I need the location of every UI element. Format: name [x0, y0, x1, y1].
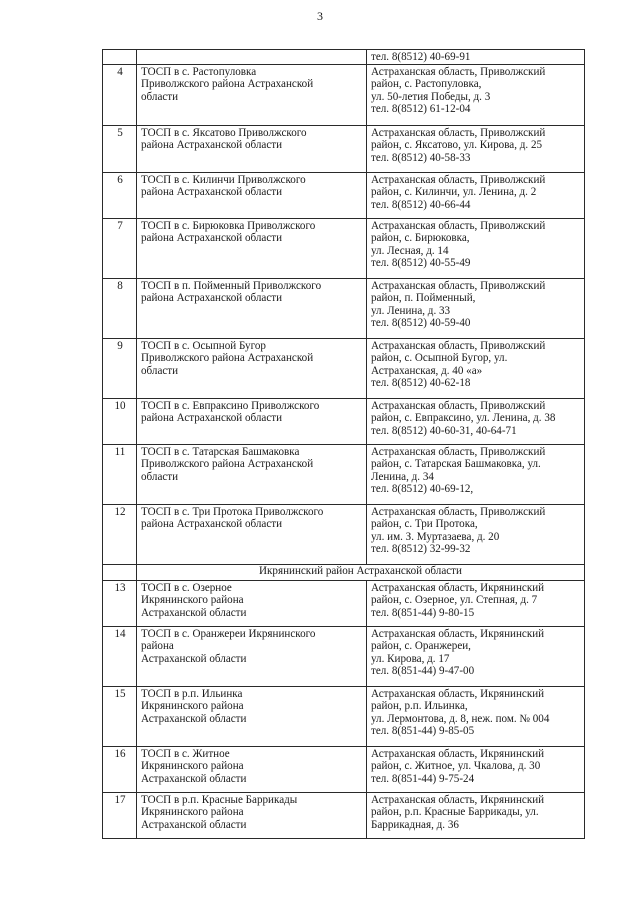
section-row: [103, 564, 585, 580]
office-address-line: Астраханская область, Икрянинский: [371, 747, 545, 760]
table-row: [103, 278, 585, 338]
row-number-cell: [103, 580, 137, 626]
office-address-line: Баррикадная, д. 36: [371, 818, 459, 831]
table-row: [103, 444, 585, 504]
office-address-cell: [367, 172, 585, 218]
office-address-line: ул. Кирова, д. 17: [371, 652, 450, 665]
row-number: 13: [114, 581, 126, 594]
office-address-line: Астраханская область, Приволжский: [371, 65, 546, 78]
row-number: 17: [114, 793, 126, 806]
row-number: 5: [117, 126, 123, 139]
office-address-cell: [367, 626, 585, 686]
office-name-line: Приволжского района Астраханской: [141, 78, 314, 90]
office-name-line: Астраханской области: [141, 652, 247, 665]
office-address-line: Астраханская область, Икрянинский: [371, 793, 545, 806]
office-address-line: Астраханская область, Приволжский: [371, 219, 546, 232]
row-number-cell: [103, 172, 137, 218]
office-name-line: области: [141, 364, 179, 377]
office-address-line: район, с. Яксатово, ул. Кирова, д. 25: [371, 139, 543, 151]
table-row: [103, 746, 585, 792]
table-body-privolzhsky: [103, 50, 585, 565]
office-address-cell: [367, 278, 585, 338]
office-name-cell: [137, 398, 367, 444]
row-number-cell: [103, 338, 137, 398]
office-name-line: ТОСП в р.п. Ильинка: [141, 687, 243, 700]
office-address-line: ул. 50-летия Победы, д. 3: [371, 90, 491, 103]
office-address-cell: [367, 444, 585, 504]
table-row: [103, 338, 585, 398]
row-number: 7: [117, 219, 123, 232]
office-name-cell: [137, 686, 367, 746]
office-address-line: район, с. Бирюковка,: [371, 232, 470, 244]
row-number: 14: [114, 627, 126, 640]
section-title-cell: [137, 564, 585, 580]
table-row: [103, 626, 585, 686]
office-address-line: тел. 8(8512) 40-69-91: [371, 51, 471, 63]
office-name-cell: [137, 64, 367, 125]
row-number-cell: [103, 50, 137, 65]
office-address-line: район, с. Растопуловка,: [371, 78, 482, 90]
office-name-line: ТОСП в с. Растопуловка: [141, 65, 257, 78]
row-number: 9: [117, 339, 123, 352]
table-row: [103, 398, 585, 444]
office-address-line: район, с. Оранжереи,: [371, 640, 471, 652]
office-name-line: Икрянинского района: [141, 806, 244, 818]
office-name-line: Астраханской области: [141, 606, 247, 619]
office-address-line: Астраханская область, Икрянинский: [371, 581, 545, 594]
office-address-cell: [367, 125, 585, 172]
office-name-cell: [137, 172, 367, 218]
office-name-line: Астраханской области: [141, 772, 247, 785]
office-name-cell: [137, 125, 367, 172]
row-number-cell: [103, 125, 137, 172]
row-number-cell: [103, 218, 137, 278]
office-address-line: ул. Ленина, д. 33: [371, 304, 451, 317]
section-empty-cell: [103, 564, 137, 580]
table-row: [103, 580, 585, 626]
row-number-cell: [103, 686, 137, 746]
office-address-line: тел. 8(851-44) 9-85-05: [371, 725, 475, 737]
table-row: [103, 218, 585, 278]
office-name-line: ТОСП в с. Евпраксино Приволжского: [141, 399, 320, 412]
office-name-line: ТОСП в р.п. Красные Баррикады: [141, 793, 298, 806]
office-address-cell: [367, 218, 585, 278]
office-name-line: ТОСП в с. Озерное: [141, 581, 232, 594]
row-number-cell: [103, 444, 137, 504]
office-address-line: Астраханская область, Приволжский: [371, 279, 546, 292]
row-number-cell: [103, 746, 137, 792]
office-name-cell: [137, 792, 367, 838]
office-name-line: района Астраханской области: [141, 139, 283, 151]
table-row: [103, 504, 585, 564]
table-row: [103, 64, 585, 125]
office-name-line: ТОСП в с. Житное: [141, 747, 230, 760]
office-address-line: Ленина, д. 34: [371, 470, 434, 483]
office-address-line: тел. 8(8512) 40-59-40: [371, 317, 471, 329]
office-name-line: района: [141, 640, 174, 652]
row-number-cell: [103, 792, 137, 838]
table-section: [103, 564, 585, 580]
row-number: 8: [117, 279, 123, 292]
office-name-cell: [137, 626, 367, 686]
office-address-cell: [367, 398, 585, 444]
row-number: 12: [114, 505, 126, 518]
table-row: [103, 50, 585, 65]
table-row: [103, 686, 585, 746]
office-name-line: ТОСП в с. Осыпной Бугор: [141, 339, 266, 352]
office-address-line: Астраханская, д. 40 «а»: [371, 364, 483, 377]
office-name-line: Астраханской области: [141, 818, 247, 831]
table-row: [103, 125, 585, 172]
office-address-line: тел. 8(851-44) 9-47-00: [371, 665, 475, 677]
office-address-line: Астраханская область, Приволжский: [371, 505, 546, 518]
row-number: 11: [114, 445, 126, 458]
office-address-line: тел. 8(8512) 40-66-44: [371, 198, 471, 211]
office-name-line: Икрянинского района: [141, 700, 244, 712]
office-name-line: района Астраханской области: [141, 518, 283, 530]
row-number: 6: [117, 173, 123, 186]
row-number-cell: [103, 504, 137, 564]
office-address-cell: [367, 746, 585, 792]
row-number: 15: [114, 687, 126, 700]
office-name-cell: [137, 278, 367, 338]
office-name-cell: [137, 338, 367, 398]
office-address-line: Астраханская область, Приволжский: [371, 399, 546, 412]
office-address-cell: [367, 686, 585, 746]
office-address-line: район, с. Евпраксино, ул. Ленина, д. 38: [371, 412, 556, 424]
office-name-line: ТОСП в с. Три Протока Приволжского: [141, 505, 324, 518]
office-name-line: ТОСП в с. Яксатово Приволжского: [141, 126, 307, 139]
office-address-line: тел. 8(851-44) 9-75-24: [371, 772, 475, 785]
table-body-ikryaninsky: [103, 580, 585, 838]
office-name-line: области: [141, 470, 179, 483]
office-address-line: район, с. Три Протока,: [371, 518, 478, 530]
office-address-line: район, р.п. Красные Баррикады, ул.: [371, 806, 539, 818]
office-address-line: тел. 8(8512) 61-12-04: [371, 103, 471, 115]
office-address-line: тел. 8(8512) 40-62-18: [371, 377, 471, 389]
office-address-line: район, с. Житное, ул. Чкалова, д. 30: [371, 760, 541, 772]
office-name-line: района Астраханской области: [141, 186, 283, 198]
office-address-line: тел. 8(8512) 40-69-12,: [371, 483, 474, 495]
table-row: [103, 792, 585, 838]
office-address-line: Астраханская область, Приволжский: [371, 339, 546, 352]
office-name-line: Икрянинского района: [141, 760, 244, 772]
office-address-line: район, с. Осыпной Бугор, ул.: [371, 352, 508, 364]
row-number-cell: [103, 626, 137, 686]
office-address-line: район, п. Пойменный,: [371, 292, 476, 304]
page-number: 3: [317, 9, 323, 23]
office-address-line: Астраханская область, Приволжский: [371, 445, 546, 458]
office-address-cell: [367, 50, 585, 65]
office-name-line: ТОСП в п. Пойменный Приволжского: [141, 279, 322, 292]
office-name-line: района Астраханской области: [141, 412, 283, 424]
office-address-cell: [367, 64, 585, 125]
office-name-cell: [137, 50, 367, 65]
office-address-line: Астраханская область, Приволжский: [371, 173, 546, 186]
office-name-cell: [137, 580, 367, 626]
office-address-line: тел. 8(8512) 40-60-31, 40-64-71: [371, 424, 517, 437]
office-address-line: Астраханская область, Икрянинский: [371, 687, 545, 700]
office-address-line: Астраханская область, Икрянинский: [371, 627, 545, 640]
row-number-cell: [103, 398, 137, 444]
office-address-line: ул. Лесная, д. 14: [371, 244, 449, 257]
office-address-line: тел. 8(851-44) 9-80-15: [371, 606, 475, 619]
office-name-line: района Астраханской области: [141, 232, 283, 244]
office-name-line: Приволжского района Астраханской: [141, 458, 314, 470]
office-name-line: Астраханской области: [141, 712, 247, 725]
office-name-cell: [137, 746, 367, 792]
office-name-cell: [137, 218, 367, 278]
office-address-cell: [367, 504, 585, 564]
office-address-line: район, с. Озерное, ул. Степная, д. 7: [371, 594, 538, 606]
office-address-line: Астраханская область, Приволжский: [371, 126, 546, 139]
office-address-cell: [367, 338, 585, 398]
office-address-line: тел. 8(8512) 40-58-33: [371, 151, 471, 164]
office-name-cell: [137, 444, 367, 504]
row-number-cell: [103, 278, 137, 338]
office-address-line: ул. им. З. Муртазаева, д. 20: [371, 530, 500, 543]
office-address-line: ул. Лермонтова, д. 8, неж. пом. № 004: [371, 712, 550, 725]
office-address-line: тел. 8(8512) 32-99-32: [371, 543, 471, 555]
section-title: Икрянинский район Астраханской области: [259, 564, 462, 577]
office-address-line: район, с. Татарская Башмаковка, ул.: [371, 458, 541, 470]
office-name-cell: [137, 504, 367, 564]
office-address-cell: [367, 580, 585, 626]
row-number: 10: [114, 399, 126, 412]
office-name-line: области: [141, 90, 179, 103]
table-row: [103, 172, 585, 218]
office-address-line: тел. 8(8512) 40-55-49: [371, 257, 471, 269]
office-name-line: Приволжского района Астраханской: [141, 352, 314, 364]
row-number: 16: [114, 747, 126, 760]
offices-table: [102, 49, 585, 839]
office-name-line: района Астраханской области: [141, 292, 283, 304]
office-name-line: ТОСП в с. Оранжереи Икрянинского: [141, 627, 316, 640]
office-address-line: район, р.п. Ильинка,: [371, 700, 468, 712]
row-number-cell: [103, 64, 137, 125]
office-name-line: Икрянинского района: [141, 594, 244, 606]
row-number: 4: [117, 65, 123, 78]
office-name-line: ТОСП в с. Килинчи Приволжского: [141, 173, 306, 186]
office-name-line: ТОСП в с. Татарская Башмаковка: [141, 445, 300, 458]
office-address-cell: [367, 792, 585, 838]
office-address-line: район, с. Килинчи, ул. Ленина, д. 2: [371, 186, 537, 198]
office-name-line: ТОСП в с. Бирюковка Приволжского: [141, 219, 316, 232]
